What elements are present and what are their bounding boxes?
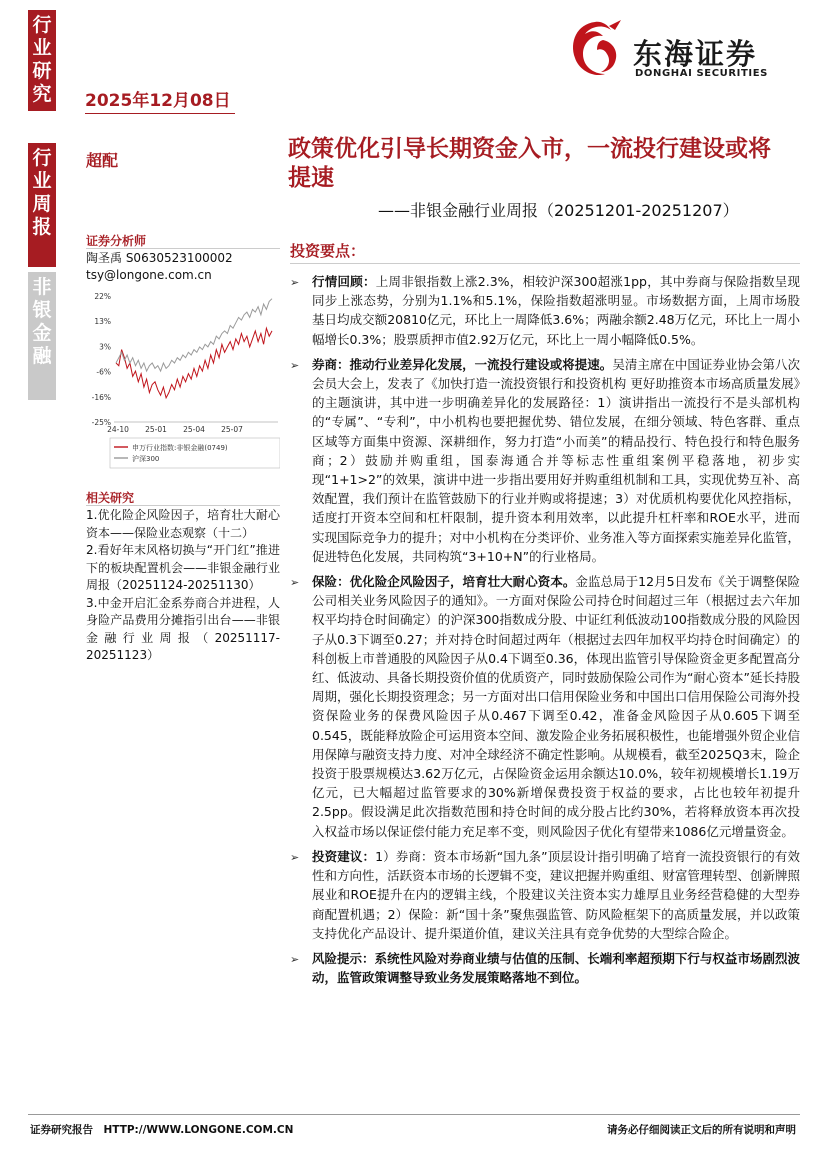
side-tab-industry-research: 行 业 研 究 [28,10,56,111]
key-points-divider [290,263,800,264]
logo-chinese-name: 东海证券 [633,37,758,71]
side-tab-non-bank-finance: 非 银 金 融 [28,272,56,400]
bullet-arrow-icon: ➢ [290,952,300,966]
related-divider [86,505,280,506]
key-points-heading: 投资要点： [290,242,366,260]
y-tick-label: -16% [91,392,111,402]
legend-box [110,438,280,468]
footer-disclaimer: 请务必仔细阅读正文后的所有说明和声明 [607,1124,796,1136]
footer-website[interactable]: 证券研究报告 HTTP://WWW.LONGONE.COM.CN [30,1124,294,1136]
bullet-arrow-icon: ➢ [290,576,300,590]
y-tick-label: 3% [99,342,111,352]
report-date: 2025年12月08日 [85,91,231,111]
analyst-info [86,250,233,284]
series-line-1 [116,299,272,371]
x-tick-label: 24-10 [107,425,129,434]
bullet-arrow-icon: ➢ [290,850,300,864]
bullet-arrow-icon: ➢ [290,276,300,289]
key-point-risk-warning: ➢ 风险提示：系统性风险对券商业绩与估值的压制、长端利率超预期下行与权益市场剧烈波动，监管政策调整导致业务发展策略落地不到位。 [290,950,800,986]
logo-english-name: DONGHAI SECURITIES [635,68,768,79]
key-points-list [290,272,800,993]
key-point-insurance: ➢ 保险：优化险企风险因子，培育壮大耐心资本。金监总局于12月5日发布《关于调整保险公司相关业务风险因子的通知》。一方面对保险公司持仓时间超过三年（根据过去六年加权平均持仓时间确定）的沪深300指数成分股、中证红利低波动100指数成分股的风险因子从0.3下调至0.27；并对持仓时间超过两年（根据过去四年加权平均持仓时间确定）的科创板上市普通股的风险因子从0.4下调至0.36，体现出监管引导保险资金更多配置高分红、低波动、具备长期投资价值的优质资产，同时鼓励保险公司作为“耐心资本”延长持股周期，强化长期投资理念；另一方面对出口信用保险业务和中国出口信用保险公司海外投资保险业务的保费风险因子从0.467下调至0.42，准备金风险因子从0.605下调至0.545，既能释放险企可运用资本空间、激发险企业务拓展积极性，也能增强外贸企业信用保障与融资支持力度、对冲全球经济不确定性影响。从规模看，截至2025Q3末，险企投资于股票规模达3.62万亿元，占保险资金运用余额达10.0%，较年初规模增长1.19万亿元，已大幅超过监管要求的30%新增保费投资于权益的要求，占比也较年初提升2.5pp。假设满足此次指数范围和持仓时间的成分股占比约30%，若将释放资本再次投入权益市场以保证偿付能力充足率不变，则风险因子优化有望带来1086亿元增量资金。 [290,574,800,839]
y-tick-label: 22% [94,292,111,301]
key-point-investment-advice: ➢ 投资建议：1）券商：资本市场新“国九条”顶层设计指引明确了培育一流投资银行的有效性和方向性，活跃资本市场的长逻辑不变，建议把握并购重组、财富管理转型、创新牌照展业和ROE提升在内的逻辑主线，个股建议关注资本实力雄厚且业务经营稳健的大型券商配置机遇；2）保险：新“国十条”聚焦强监管、防风险框架下的高质量发展，并以政策支持优化产品设计、提升渠道价值，建议关注具有竞争优势的大型综合险企。 [290,848,800,941]
related-item[interactable]: 1.优化险企风险因子，培育壮大耐心资本——保险业态观察（十二） [86,508,280,540]
side-tab-weekly-report: 行 业 周 报 [28,143,56,267]
company-logo [563,12,803,90]
related-item[interactable]: 3.中金开启汇金系券商合并进程，人身险产品费用分摊指引出台——非银金融行业周报（20251117-20251123） [86,595,280,662]
related-research-heading: 相关研究 [86,491,135,505]
y-tick-label: -6% [96,367,111,377]
x-tick-label: 25-04 [183,425,205,434]
rating-label: 超配 [86,151,119,170]
report-subtitle: ——非银金融行业周报（20251201-20251207） [378,201,739,220]
y-tick-label: 13% [94,317,111,327]
footer-divider [28,1114,800,1115]
bullet-arrow-icon: ➢ [290,358,300,372]
date-divider [85,113,235,114]
analyst-name: 陶圣禹 S0630523100002 [86,251,233,265]
related-research-list [86,507,280,665]
phoenix-logo-icon [563,16,627,88]
legend-label: 申万行业指数:非银金融(0749) [132,444,228,452]
x-tick-label: 25-01 [145,425,167,434]
legend-label: 沪深300 [132,455,160,463]
related-item[interactable]: 2.看好年末风格切换与“开门红”推进下的板块配置机会——非银金融行业周报（20251124-20251130） [86,543,280,592]
key-point-brokerage: ➢ 券商：推动行业差异化发展，一流投行建设或将提速。吴清主席在中国证券业协会第八次会员大会上，发表了《加快打造一流投资银行和投资机构 更好助推资本市场高质量发展》的主题演讲，其中进一步明确差异化的发展路径：1）演讲指出一流投行不是头部机构的“专属”、“专利”，中小机构也要把握优势、错位发展，在细分领域、特色客群、重点区域等方面集中资源、深耕细作，努力打造“小而美”的精品投行、特色投行和特色服务商；2）鼓励并购重组，国泰海通合并等标志性重组案例平稳落地，初步实现“1+1>2”的效果，演讲中进一步指出要用好并购重组机制和工具，实现优势互补、高效配置，我们预计在监管鼓励下的行业并购或将提速；3）对优质机构要优化风控指标，适度打开资本空间和杠杆限制，提升资本利用效率，以此提升杠杆率和ROE水平，进而实现国际竞争力的提升；对中小机构在分类评价、业务准入等方面探索实施差异化监管，促进特色化发展，共同构筑“3+10+N”的行业格局。 [290,356,800,564]
key-point-market-review: ➢ 行情回顾：上周非银指数上涨2.3%，相较沪深300超涨1pp，其中券商与保险指数呈现同步上涨态势，分别为1.1%和5.1%，保险指数超涨明显。市场数据方面，上周市场股基日均成交额20810亿元，环比上一周降低3.6%；两融余额2.48万亿元，环比上一周小幅增长0.3%；股票质押市值2.92万亿元，环比上一周小幅降低0.5%。 [290,274,800,347]
y-tick-label: -25% [91,418,111,427]
x-tick-label: 25-07 [221,425,243,434]
chart-svg [86,292,280,472]
analyst-divider [86,248,280,249]
index-performance-chart [86,292,280,472]
analyst-heading: 证券分析师 [86,234,147,248]
report-title: 政策优化引导长期资金入市，一流投行建设或将提速 [288,136,771,191]
analyst-email: tsy@longone.com.cn [86,268,212,282]
